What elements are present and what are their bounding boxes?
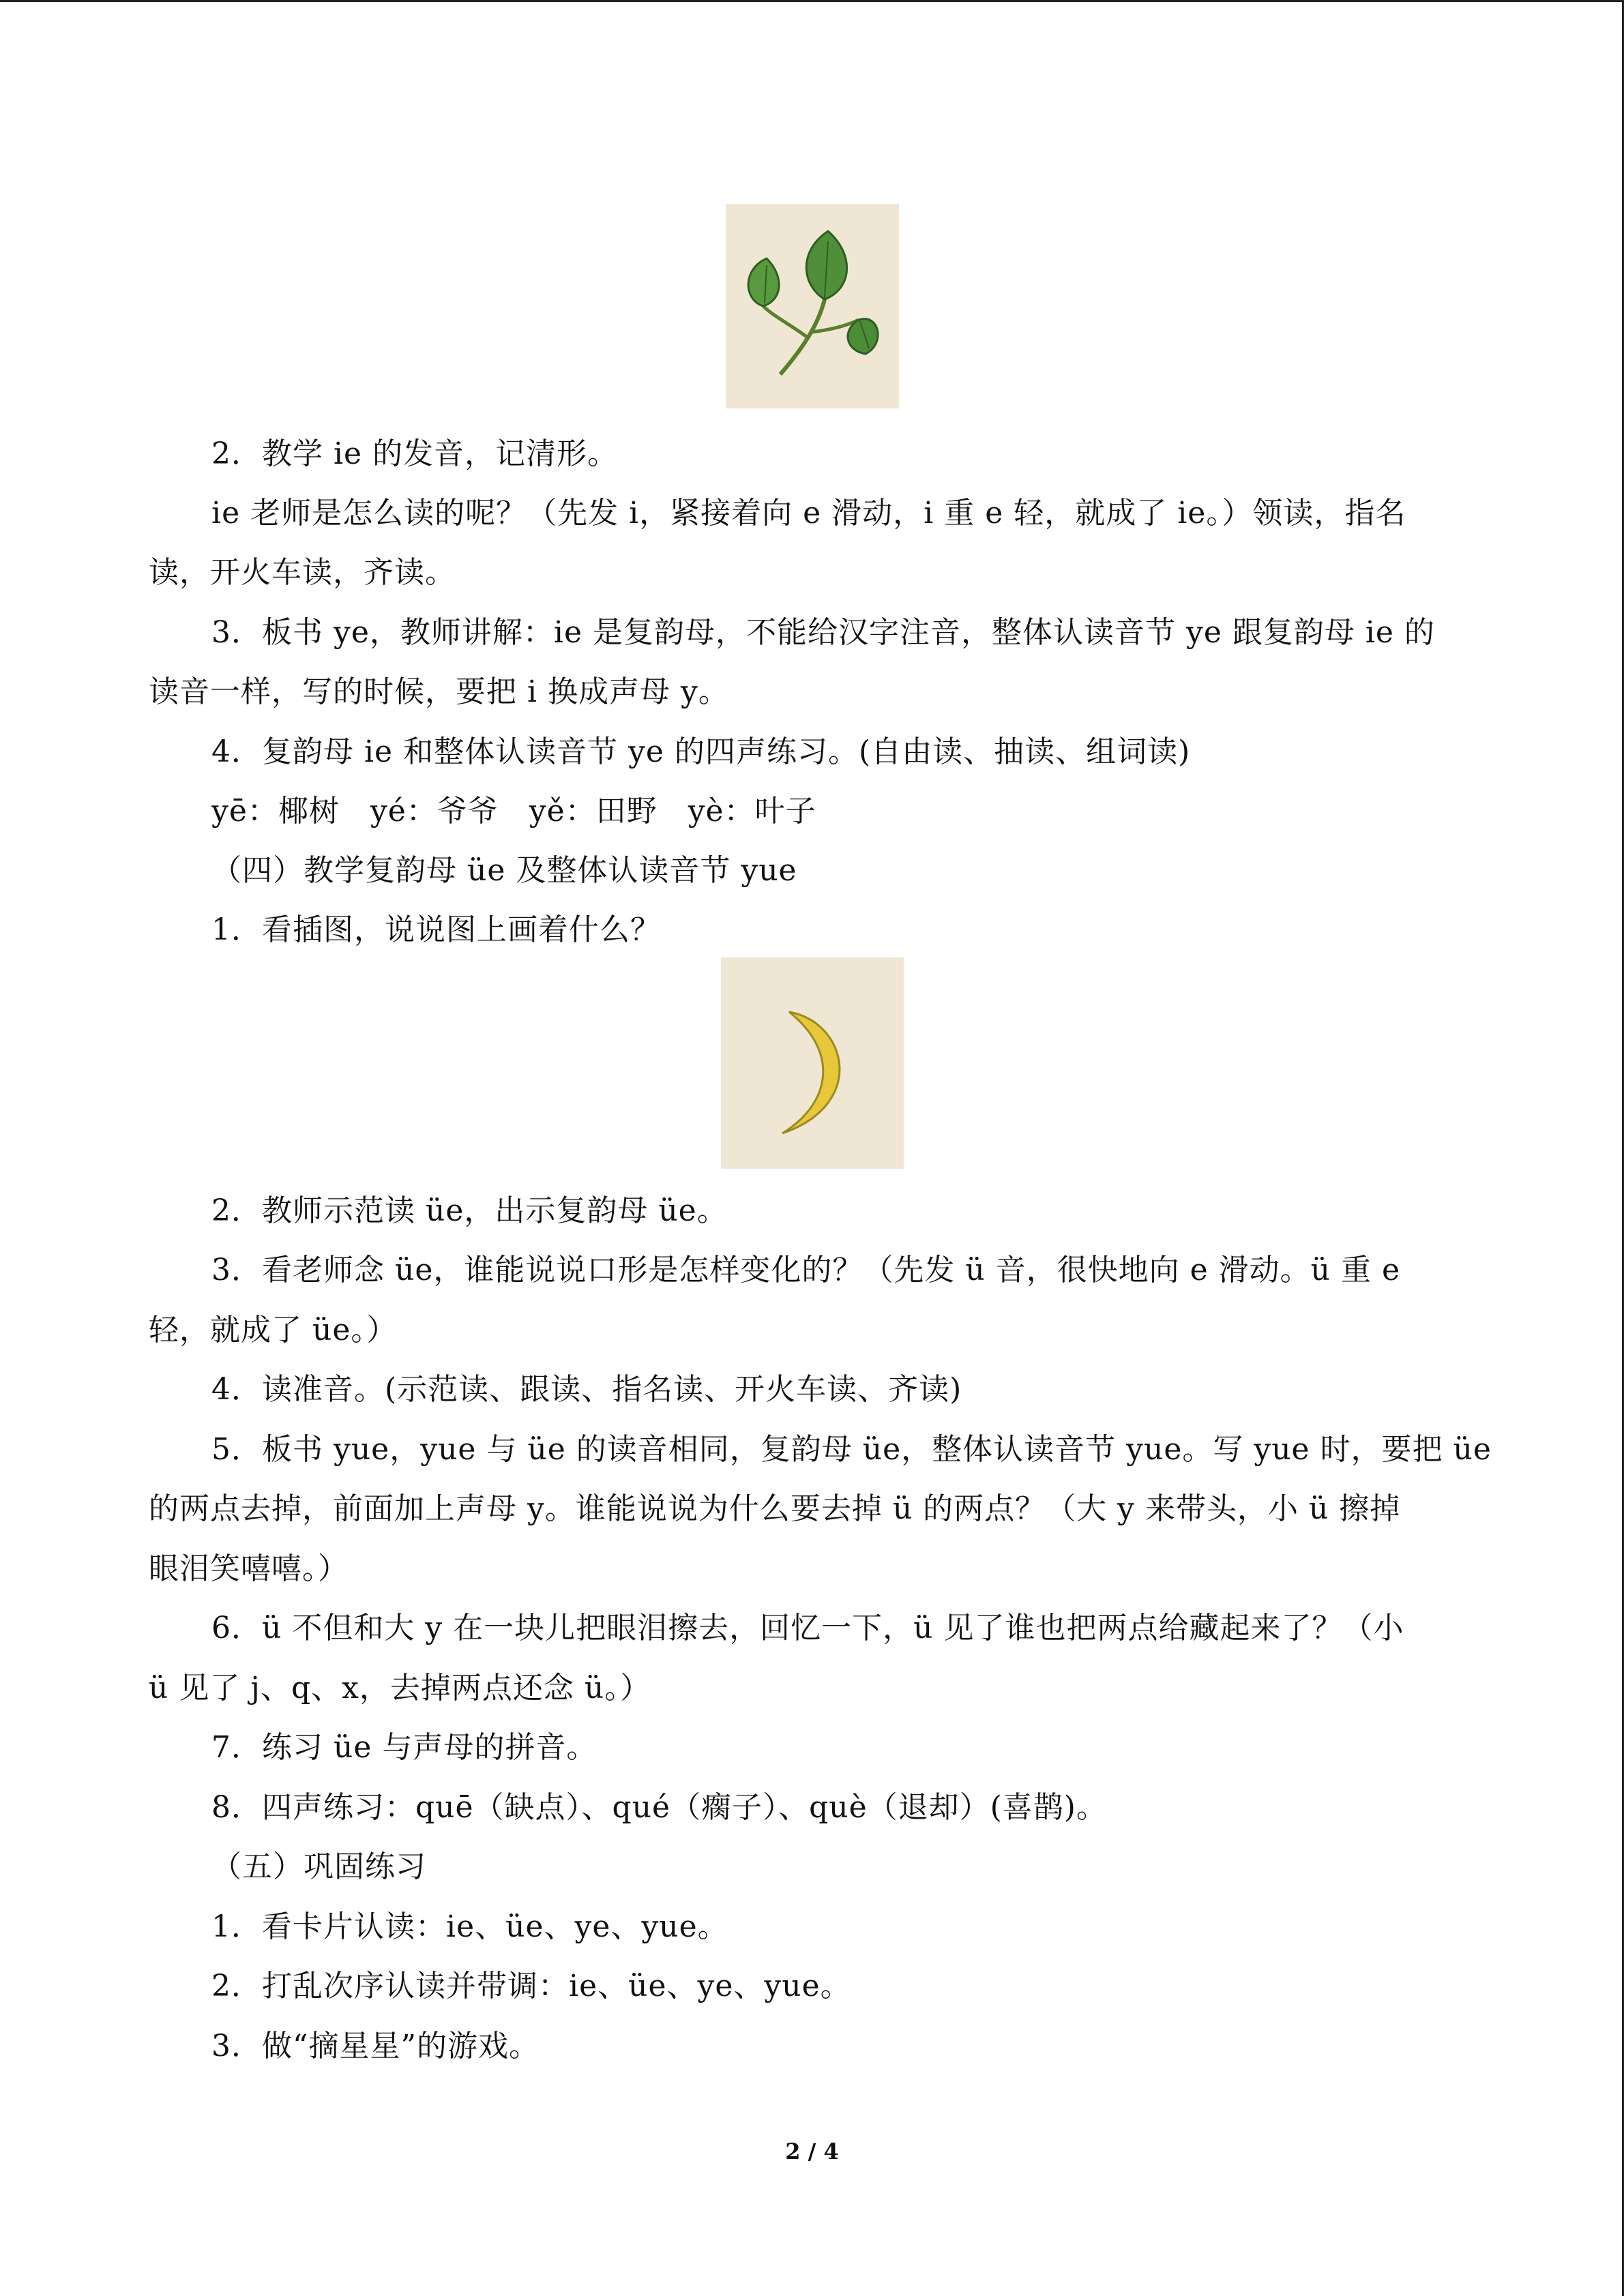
paragraph: 3．做“摘星星”的游戏。 <box>211 2029 540 2063</box>
section-heading: （五）巩固练习 <box>211 1849 426 1884</box>
paragraph: 3．板书 ye，教师讲解：ie 是复韵母，不能给汉字注音，整体认读音节 ye 跟复韵母 ie 的 <box>211 615 1435 650</box>
paragraph: 3．看老师念 üe，谁能说说口形是怎样变化的？（先发 ü 音，很快地向 e 滑动。ü 重 e <box>211 1253 1401 1287</box>
paragraph: 眼泪笑嘻嘻。） <box>149 1551 349 1586</box>
moon-illustration <box>721 957 904 1169</box>
leaf-illustration <box>726 204 899 408</box>
paragraph: 7．练习 üe 与声母的拼音。 <box>211 1730 597 1765</box>
paragraph: 2．打乱次序认读并带调：ie、üe、ye、yue。 <box>211 1969 851 2003</box>
page-number: 2 / 4 <box>785 2138 839 2164</box>
paragraph: yē：椰树 yé：爷爷 yě：田野 yè：叶子 <box>211 794 816 829</box>
paragraph: 1．看插图，说说图上画着什么？ <box>211 912 661 947</box>
paragraph: 1．看卡片认读：ie、üe、ye、yue。 <box>211 1909 728 1944</box>
paragraph: 5．板书 yue，yue 与 üe 的读音相同，复韵母 üe，整体认读音节 yue。写 yue 时，要把 üe <box>211 1432 1492 1467</box>
paragraph: 的两点去掉，前面加上声母 y。谁能说说为什么要去掉 ü 的两点？（大 y 来带头，小 ü 擦掉 <box>149 1491 1401 1526</box>
paragraph: 2．教师示范读 üe，出示复韵母 üe。 <box>211 1193 728 1228</box>
section-heading: （四）教学复韵母 üe 及整体认读音节 yue <box>211 853 797 888</box>
paragraph: 6．ü 不但和大 y 在一块儿把眼泪擦去，回忆一下，ü 见了谁也把两点给藏起来了？（小 <box>211 1611 1404 1645</box>
paragraph: 轻，就成了 üe。） <box>149 1313 398 1347</box>
crescent-moon-icon <box>721 957 904 1169</box>
paragraph: 读，开火车读，齐读。 <box>149 555 456 590</box>
paragraph: 读音一样，写的时候，要把 i 换成声母 y。 <box>149 674 729 709</box>
paragraph: 4．复韵母 ie 和整体认读音节 ye 的四声练习。(自由读、抽读、组词读) <box>211 734 1191 769</box>
paragraph: ie 老师是怎么读的呢？（先发 i，紧接着向 e 滑动，i 重 e 轻，就成了 ie。）领读，指名 <box>211 496 1406 531</box>
paragraph: 4．读准音。(示范读、跟读、指名读、开火车读、齐读) <box>211 1372 962 1407</box>
paragraph: ü 见了 j、q、x，去掉两点还念 ü。） <box>149 1671 651 1705</box>
leaf-icon <box>726 204 899 408</box>
paragraph: 8．四声练习：quē（缺点）、qué（瘸子）、què（退却）(喜鹊)。 <box>211 1790 1107 1825</box>
paragraph: 2．教学 ie 的发音，记清形。 <box>211 436 619 471</box>
